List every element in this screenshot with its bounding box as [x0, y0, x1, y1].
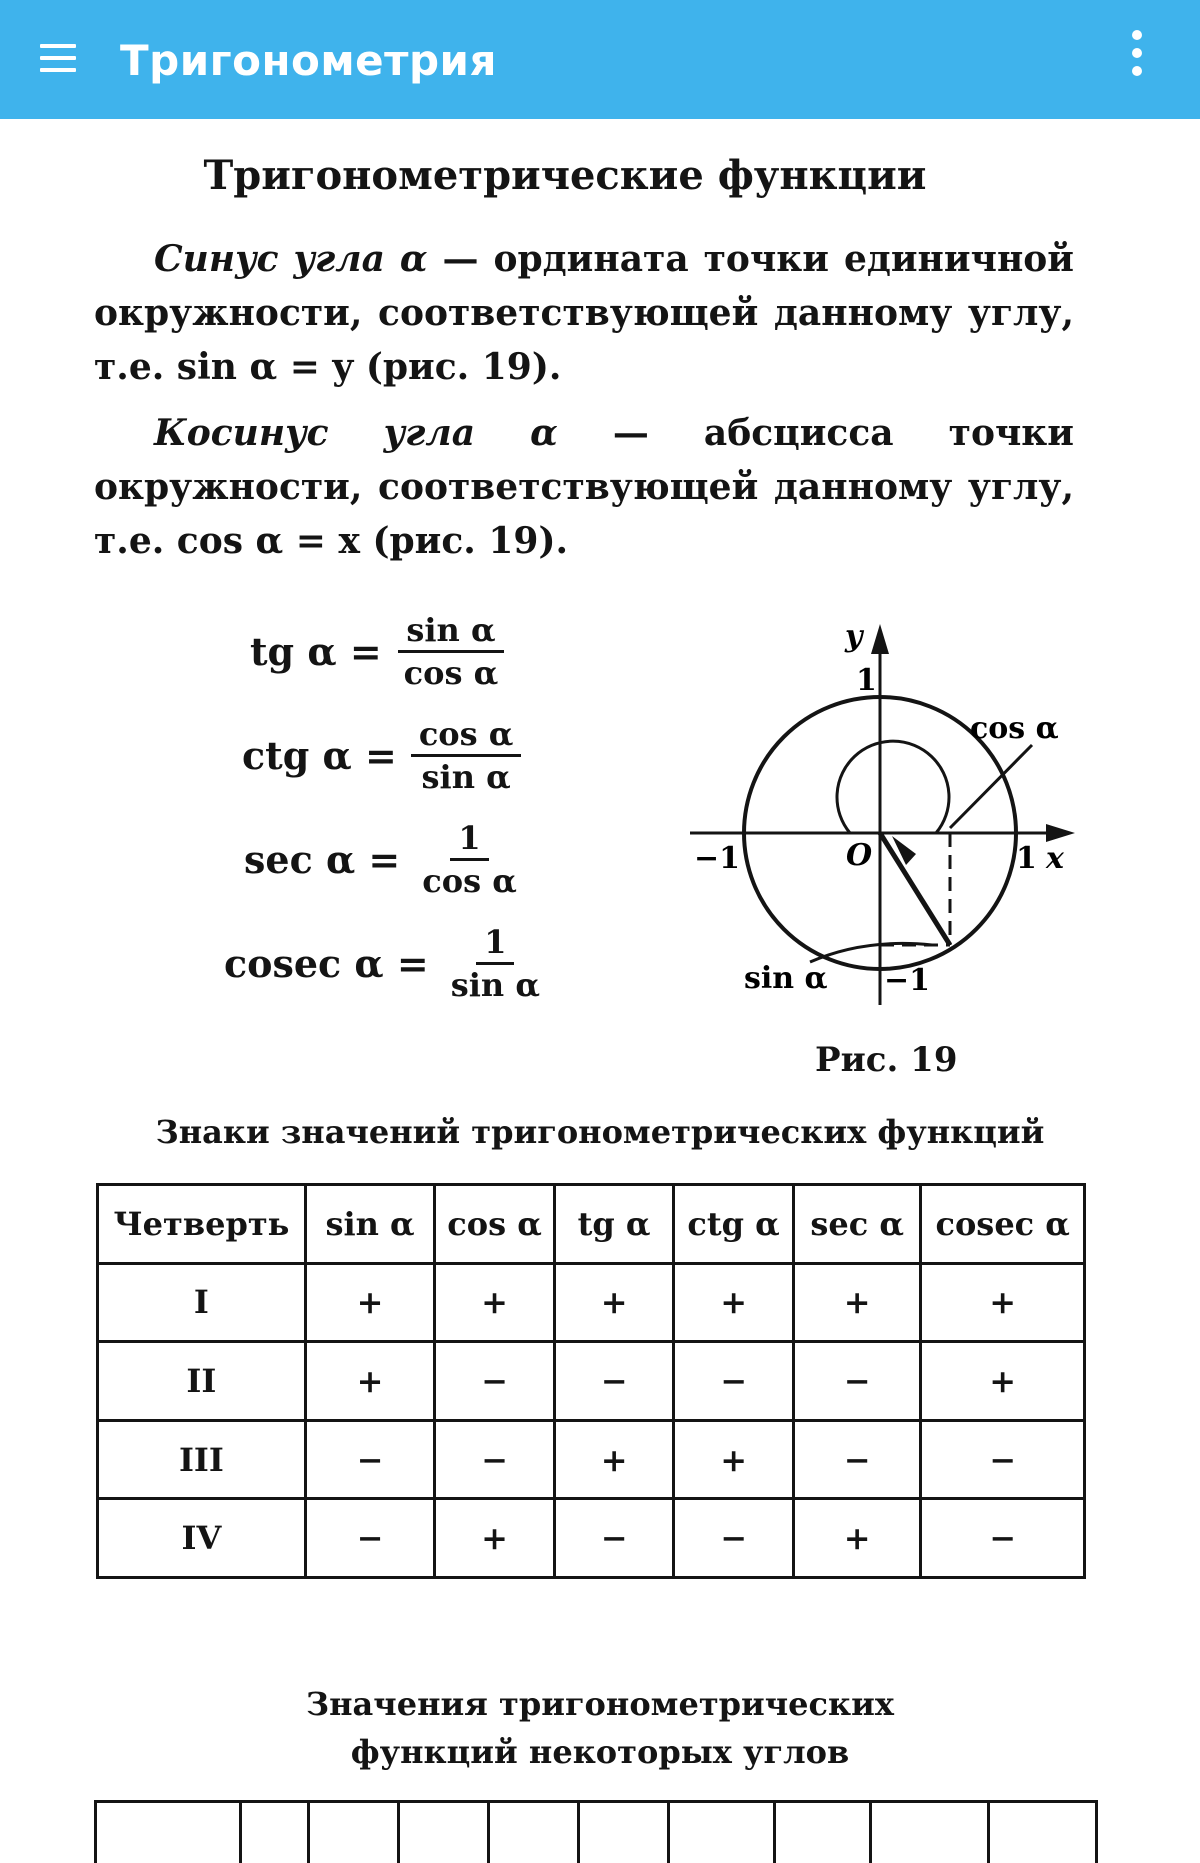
cosine-text: — абсцисса точки окружности, соответствующей данному углу, т.е. cos α = x (рис. 19).: [94, 412, 1075, 562]
sign-cell: +: [554, 1420, 673, 1499]
fraction-numerator: cos α: [411, 714, 522, 757]
table-column-divider: [987, 1803, 990, 1863]
cosine-definition: [94, 406, 1074, 568]
overflow-menu-icon[interactable]: [1120, 30, 1154, 86]
formula-lhs: tg α =: [250, 629, 382, 674]
header-cell: Четверть: [98, 1185, 306, 1264]
quadrant-cell: II: [98, 1342, 306, 1421]
unit-circle-figure: [680, 610, 1090, 1010]
header-cell: ctg α: [674, 1185, 794, 1264]
table-row: [98, 1342, 1085, 1421]
sign-cell: −: [674, 1499, 794, 1578]
sign-cell: +: [674, 1263, 794, 1342]
table-column-divider: [397, 1803, 400, 1863]
sign-cell: +: [674, 1420, 794, 1499]
y-axis-arrow-icon: [871, 624, 889, 654]
formula-list: [200, 600, 560, 1020]
app-bar: [0, 0, 1200, 119]
angle-arc: [837, 741, 949, 833]
table-column-divider: [773, 1803, 776, 1863]
sign-cell: −: [435, 1420, 555, 1499]
sign-cell: −: [305, 1420, 434, 1499]
header-cell: cos α: [435, 1185, 555, 1264]
sign-cell: −: [674, 1342, 794, 1421]
sign-cell: −: [921, 1420, 1085, 1499]
table-header-row: [98, 1185, 1085, 1264]
sign-cell: +: [554, 1263, 673, 1342]
table-column-divider: [667, 1803, 670, 1863]
formula-lhs: cosec α =: [224, 941, 429, 986]
sign-cell: −: [793, 1420, 921, 1499]
fraction-numerator: 1: [450, 818, 488, 861]
fraction-denominator: sin α: [421, 758, 511, 796]
signs-table: [96, 1183, 1086, 1579]
fraction-denominator: sin α: [450, 966, 540, 1004]
cos-label: cos α: [970, 711, 1059, 746]
formula-lhs: sec α =: [244, 837, 401, 882]
sign-cell: +: [921, 1342, 1085, 1421]
fraction-denominator: cos α: [403, 654, 499, 692]
sign-cell: +: [435, 1263, 555, 1342]
formula-sec: [244, 818, 525, 901]
sign-cell: −: [554, 1499, 673, 1578]
fraction-numerator: 1: [476, 922, 514, 965]
table-column-divider: [869, 1803, 872, 1863]
table-row: [98, 1263, 1085, 1342]
sign-cell: −: [305, 1499, 434, 1578]
unit-circle-diagram: [680, 610, 1090, 1010]
sign-cell: +: [793, 1499, 921, 1578]
values-section-title: [0, 1680, 1200, 1776]
quadrant-cell: III: [98, 1420, 306, 1499]
header-cell: cosec α: [921, 1185, 1085, 1264]
fraction-denominator: cos α: [422, 862, 517, 900]
sign-cell: −: [793, 1342, 921, 1421]
x-axis-label: x: [1046, 841, 1064, 876]
formula-ctg: [242, 714, 521, 797]
sign-cell: +: [435, 1499, 555, 1578]
tick-label-right: 1: [1016, 841, 1037, 876]
sign-cell: +: [921, 1263, 1085, 1342]
formula-tg: [250, 610, 506, 693]
values-title-line-1: Значения тригонометрических: [306, 1685, 894, 1723]
table-column-divider: [487, 1803, 490, 1863]
table-column-divider: [307, 1803, 310, 1863]
sine-definition: [94, 232, 1074, 394]
values-title-line-2: функций некоторых углов: [350, 1733, 850, 1771]
table-column-divider: [577, 1803, 580, 1863]
sign-cell: −: [435, 1342, 555, 1421]
origin-label: O: [846, 838, 873, 873]
figure-caption: Рис. 19: [815, 1040, 958, 1080]
radius-vector: [880, 833, 950, 945]
fraction-numerator: sin α: [398, 610, 503, 653]
hamburger-menu-icon[interactable]: [40, 44, 76, 72]
tick-label-left: −1: [694, 841, 741, 876]
table-column-divider: [239, 1803, 242, 1863]
formula-lhs: ctg α =: [242, 733, 397, 778]
tick-label-bottom: −1: [884, 963, 931, 998]
header-cell: tg α: [554, 1185, 673, 1264]
sign-cell: +: [793, 1263, 921, 1342]
quadrant-cell: I: [98, 1263, 306, 1342]
quadrant-cell: IV: [98, 1499, 306, 1578]
page-heading: Тригонометрические функции: [203, 152, 927, 199]
y-axis-label: y: [845, 619, 863, 654]
sine-term: Синус угла α: [154, 238, 428, 280]
tick-label-top: 1: [856, 663, 877, 698]
values-table: [94, 1800, 1098, 1863]
sine-text: — ордината точки единичной окружности, соответствующей данному углу, т.е. sin α = y (рис. 19).: [94, 238, 1074, 388]
sign-cell: +: [305, 1263, 434, 1342]
signs-table-title: Знаки значений тригонометрических функций: [155, 1113, 1045, 1151]
sign-cell: −: [921, 1499, 1085, 1578]
formula-cosec: [224, 922, 548, 1005]
header-cell: sec α: [793, 1185, 921, 1264]
cosine-term: Косинус угла α: [154, 412, 558, 454]
sign-cell: +: [305, 1342, 434, 1421]
table-row: [98, 1420, 1085, 1499]
table-row: [98, 1499, 1085, 1578]
header-cell: sin α: [305, 1185, 434, 1264]
app-title: Тригонометрия: [120, 36, 497, 85]
sin-label: sin α: [744, 961, 828, 996]
sign-cell: −: [554, 1342, 673, 1421]
x-axis-arrow-icon: [1046, 824, 1075, 842]
